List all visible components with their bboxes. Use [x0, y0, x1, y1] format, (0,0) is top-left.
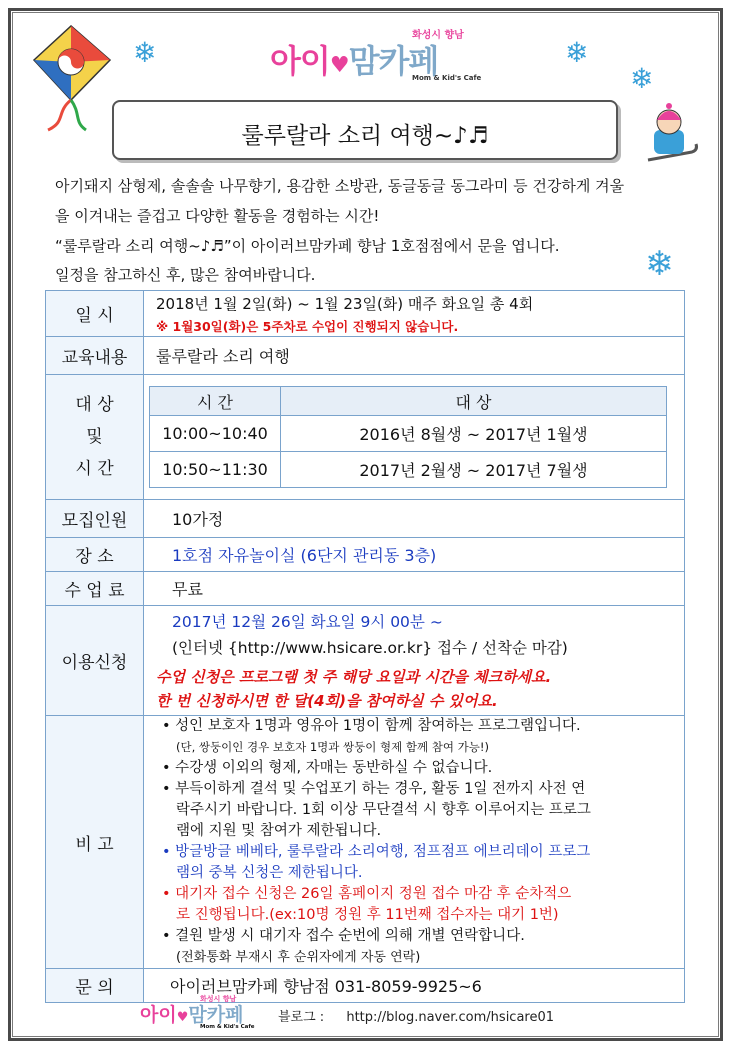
remark-item	[162, 716, 684, 737]
heart-icon: ♥	[176, 1010, 189, 1025]
contact-value: 아이러브맘카페 향남점 031-8059-9925~6	[144, 969, 685, 1003]
schedule-header-target: 대 상	[281, 387, 667, 416]
contact-label: 문 의	[46, 969, 144, 1003]
fee-label: 수 업 료	[46, 572, 144, 606]
schedule-header-time: 시 간	[150, 387, 281, 416]
bullet-icon: •	[162, 886, 176, 902]
remark-text: 수강생 이외의 형제, 자매는 동반하실 수 없습니다.	[175, 760, 493, 776]
footer-logo-tagline: Mom & Kid's Cafe	[200, 1024, 255, 1030]
logo-tagline: Mom & Kid's Cafe	[412, 74, 482, 82]
table-row	[46, 291, 685, 337]
content-label: 교육내용	[46, 337, 144, 375]
blog-label: 블로그 :	[278, 1010, 325, 1025]
bullet-icon: •	[162, 844, 176, 860]
logo-part2: 맘카페	[348, 42, 439, 80]
remark-item	[162, 884, 684, 905]
remark-continued: 로 진행됩니다.(ex:10명 정원 후 11번째 접수자는 대기 1번)	[176, 907, 559, 923]
capacity-value: 10가정	[144, 500, 685, 538]
remarks-label: 비 고	[46, 716, 144, 969]
apply-notice-1: 수업 신청은 프로그램 첫 주 해당 요일과 시간을 체크하세요.	[156, 668, 552, 686]
footer-logo-region: 화성시 향남	[200, 995, 237, 1003]
remark-text: 성인 보호자 1명과 영유아 1명이 함께 참여하는 프로그램입니다.	[175, 718, 581, 734]
page-title: 룰루랄라 소리 여행~♪♬	[241, 123, 489, 149]
footer-logo-part1: 아이	[140, 1004, 177, 1026]
snowflake-icon: ❄	[645, 244, 674, 284]
snowflake-icon: ❄	[565, 36, 589, 69]
target-label	[46, 375, 144, 500]
table-row	[150, 416, 667, 452]
content-value: 룰루랄라 소리 여행	[144, 337, 685, 375]
apply-method: (인터넷 {http://www.hsicare.or.kr} 접수 / 선착순 마감)	[172, 639, 568, 657]
schedule-cell	[144, 375, 685, 500]
remark-continued: 락주시기 바랍니다. 1회 이상 무단결석 시 향후 이루어지는 프로그	[176, 802, 591, 818]
schedule-time: 10:00~10:40	[150, 416, 281, 452]
apply-label: 이용신청	[46, 606, 144, 716]
bullet-icon: •	[162, 718, 176, 734]
schedule-time: 10:50~11:30	[150, 452, 281, 488]
remark-item	[162, 779, 684, 800]
remark-continued: 램에 지원 및 참여가 제한됩니다.	[176, 823, 382, 839]
schedule-header-row	[150, 387, 667, 416]
apply-cell	[144, 606, 685, 716]
snowflake-icon: ❄	[133, 36, 157, 69]
schedule-target: 2017년 2월생 ~ 2017년 7월생	[281, 452, 667, 488]
remark-note: (전화통화 부재시 후 순위자에게 자동 연락)	[176, 950, 421, 965]
apply-notice-2: 한 번 신청하시면 한 달(4회)을 참여하실 수 있어요.	[156, 692, 498, 710]
remark-item	[162, 758, 684, 779]
target-label-3: 시 간	[75, 459, 114, 479]
apply-date: 2017년 12월 26일 화요일 9시 00분 ~	[172, 613, 443, 631]
info-table	[45, 290, 685, 1003]
table-row	[46, 716, 685, 969]
table-row	[46, 375, 685, 500]
table-row	[46, 337, 685, 375]
footer-logo-part2: 맘카페	[188, 1004, 244, 1026]
snowflake-icon: ❄	[630, 62, 654, 95]
remark-text: 대기자 접수 신청은 26일 홈페이지 정원 접수 마감 후 순차적으	[175, 886, 572, 902]
table-row	[46, 500, 685, 538]
remark-note: (단, 쌍둥이인 경우 보호자 1명과 쌍둥이 형제 함께 참여 가능!)	[176, 740, 489, 754]
date-cell	[144, 291, 685, 337]
intro-line-4: 일정을 참고하신 후, 많은 참여바랍니다.	[55, 266, 316, 284]
schedule-table	[149, 386, 667, 488]
remark-text: 방글방글 베베타, 룰루랄라 소리여행, 점프점프 에브리데이 프로그	[175, 844, 591, 860]
bullet-icon: •	[162, 781, 176, 797]
bullet-icon: •	[162, 760, 176, 776]
remark-item	[162, 842, 684, 863]
bullet-icon: •	[162, 928, 176, 944]
table-row	[46, 606, 685, 716]
remark-continued: 램의 중복 신청은 제한됩니다.	[176, 865, 363, 881]
footer-blog	[278, 1006, 554, 1025]
remark-text: 부득이하게 결석 및 수업포기 하는 경우, 활동 1일 전까지 사전 연	[175, 781, 586, 797]
place-value: 1호점 자유놀이실 (6단지 관리동 3층)	[144, 538, 685, 572]
remark-item	[162, 926, 684, 947]
date-label: 일 시	[46, 291, 144, 337]
blog-url-link[interactable]: http://blog.naver.com/hsicare01	[346, 1010, 555, 1025]
schedule-target: 2016년 8월생 ~ 2017년 1월생	[281, 416, 667, 452]
kite-illustration	[26, 22, 116, 132]
date-note: ※ 1월30일(화)은 5주차로 수업이 진행되지 않습니다.	[156, 318, 459, 334]
logo-part1: 아이	[270, 42, 330, 80]
footer-logo	[140, 995, 270, 1032]
target-label-2: 및	[86, 427, 103, 447]
table-row	[46, 572, 685, 606]
intro-line-2: 을 이겨내는 즐겁고 다양한 활동을 경험하는 시간!	[55, 207, 380, 225]
table-row	[150, 452, 667, 488]
fee-value: 무료	[144, 572, 685, 606]
place-label: 장 소	[46, 538, 144, 572]
target-label-1: 대 상	[75, 395, 114, 415]
date-value: 2018년 1월 2일(화) ~ 1월 23일(화) 매주 화요일 총 4회	[156, 294, 534, 313]
remark-text: 결원 발생 시 대기자 접수 순번에 의해 개별 연락합니다.	[175, 928, 525, 944]
capacity-label: 모집인원	[46, 500, 144, 538]
intro-line-3: “룰루랄라 소리 여행~♪♬”이 아이러브맘카페 향남 1호점점에서 문을 엽니다.	[55, 237, 560, 255]
table-row	[46, 538, 685, 572]
remarks-cell	[144, 716, 685, 969]
heart-icon: ♥	[329, 53, 349, 78]
logo-region: 화성시 향남	[412, 30, 464, 41]
title-box	[112, 100, 618, 160]
cafe-logo	[270, 22, 480, 84]
child-sled-illustration	[640, 100, 700, 172]
intro-line-1: 아기돼지 삼형제, 솔솔솔 나무향기, 용감한 소방관, 동글동글 동그라미 등 건강하게 겨울	[55, 177, 625, 195]
